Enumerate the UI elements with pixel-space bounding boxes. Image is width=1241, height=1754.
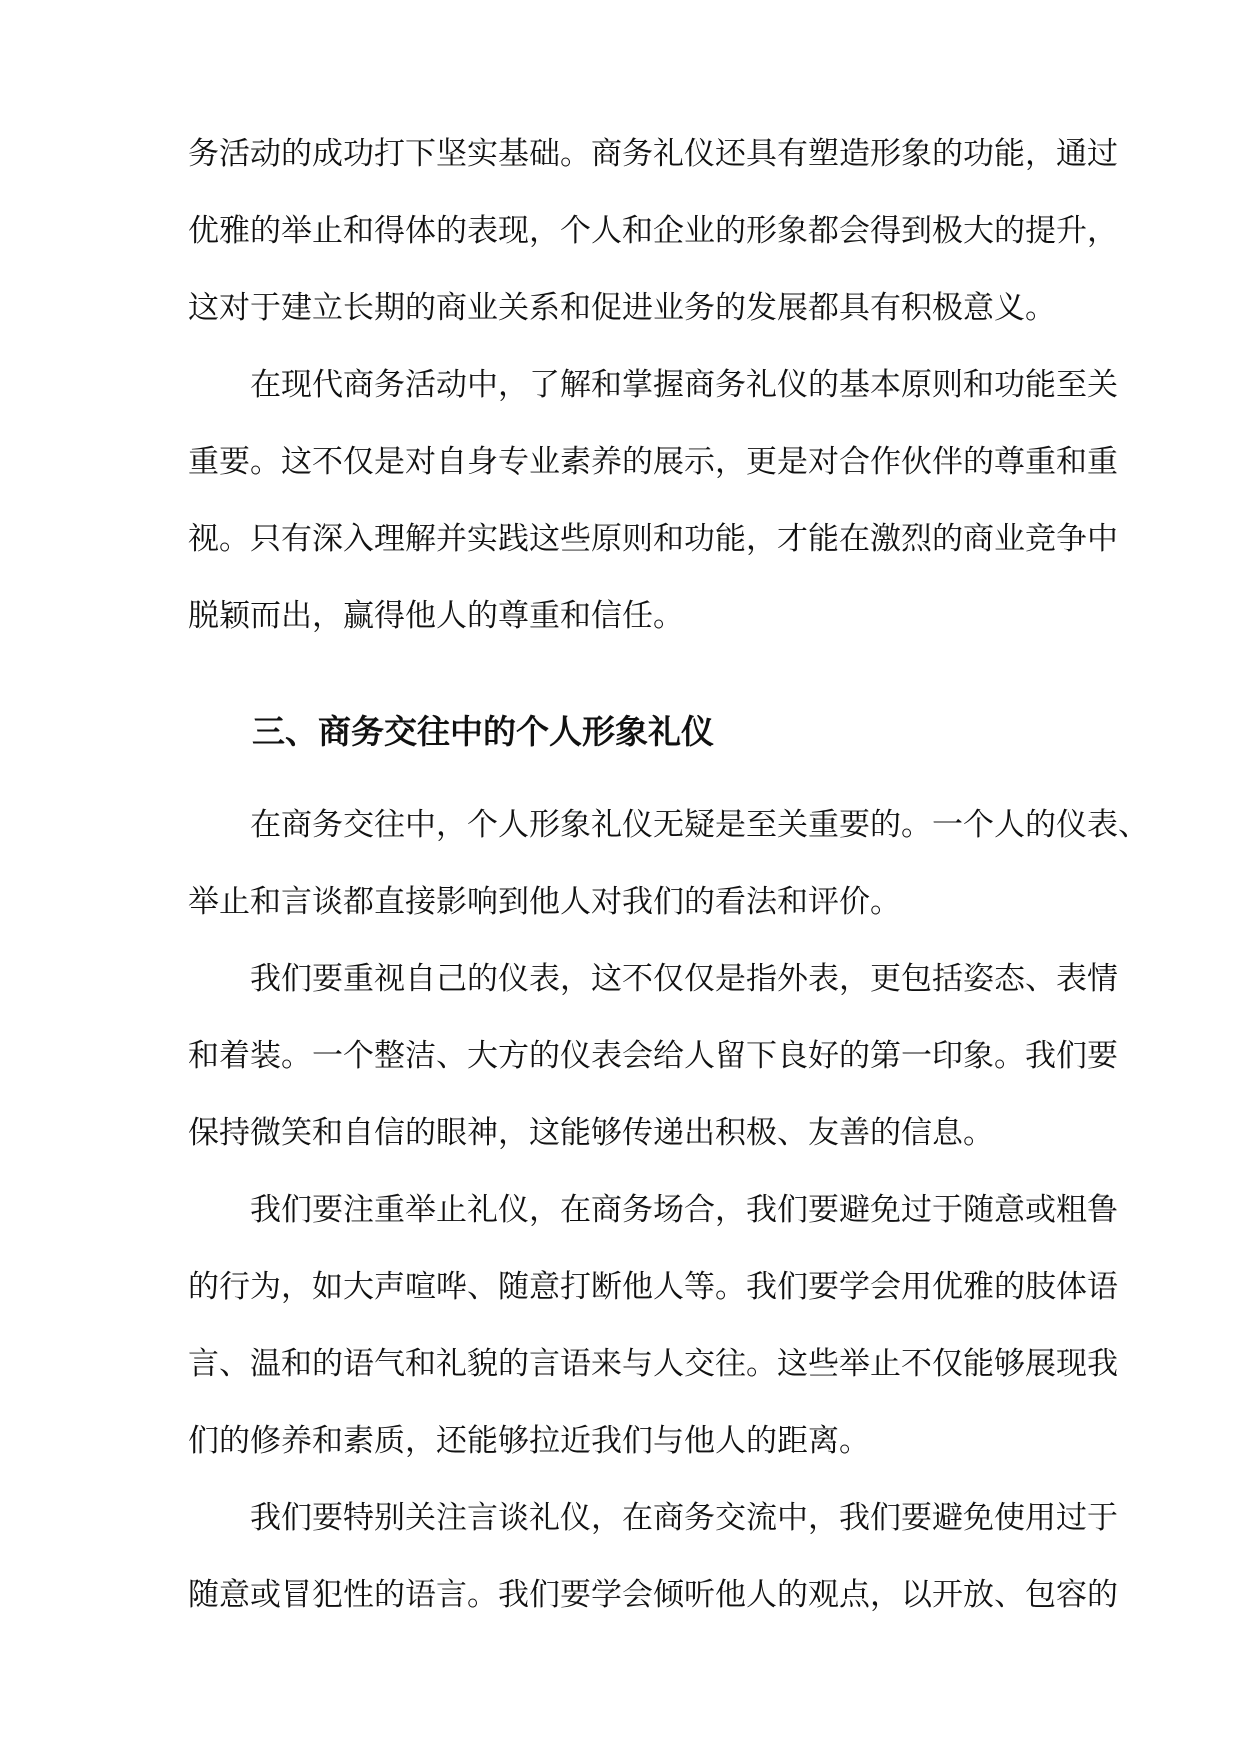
paragraph-speech (188, 1480, 1118, 1634)
paragraph-continuation (188, 116, 1118, 347)
section-heading: 三、商务交往中的个人形象礼仪 (252, 712, 714, 751)
text-line: 在现代商务活动中，了解和掌握商务礼仪的基本原则和功能至关 (250, 367, 1118, 403)
text-line: 随意或冒犯性的语言。我们要学会倾听他人的观点，以开放、包容的 (188, 1577, 1118, 1613)
text-line: 优雅的举止和得体的表现，个人和企业的形象都会得到极大的提升， (188, 213, 1118, 249)
text-line: 我们要注重举止礼仪，在商务场合，我们要避免过于随意或粗鲁 (250, 1192, 1118, 1228)
text-line: 重要。这不仅是对自身专业素养的展示，更是对合作伙伴的尊重和重 (188, 444, 1118, 480)
text-line: 脱颖而出，赢得他人的尊重和信任。 (188, 598, 684, 634)
paragraph-behavior (188, 1172, 1118, 1480)
paragraph-personal-image (188, 787, 1149, 941)
text-line: 视。只有深入理解并实践这些原则和功能，才能在激烈的商业竞争中 (188, 521, 1118, 557)
text-line: 我们要特别关注言谈礼仪，在商务交流中，我们要避免使用过于 (250, 1500, 1118, 1536)
text-line: 这对于建立长期的商业关系和促进业务的发展都具有积极意义。 (188, 290, 1056, 326)
paragraph-modern-business (188, 347, 1118, 655)
text-line: 和着装。一个整洁、大方的仪表会给人留下良好的第一印象。我们要 (188, 1038, 1118, 1074)
text-line: 举止和言谈都直接影响到他人对我们的看法和评价。 (188, 884, 901, 920)
text-line: 在商务交往中，个人形象礼仪无疑是至关重要的。一个人的仪表、 (250, 807, 1149, 843)
text-line: 保持微笑和自信的眼神，这能够传递出积极、友善的信息。 (188, 1115, 994, 1151)
text-line: 们的修养和素质，还能够拉近我们与他人的距离。 (188, 1423, 870, 1459)
paragraph-appearance (188, 941, 1118, 1172)
text-line: 务活动的成功打下坚实基础。商务礼仪还具有塑造形象的功能，通过 (188, 136, 1118, 172)
text-line: 言、温和的语气和礼貌的言语来与人交往。这些举止不仅能够展现我 (188, 1346, 1118, 1382)
text-line: 的行为，如大声喧哗、随意打断他人等。我们要学会用优雅的肢体语 (188, 1269, 1118, 1305)
text-line: 我们要重视自己的仪表，这不仅仅是指外表，更包括姿态、表情 (250, 961, 1118, 997)
